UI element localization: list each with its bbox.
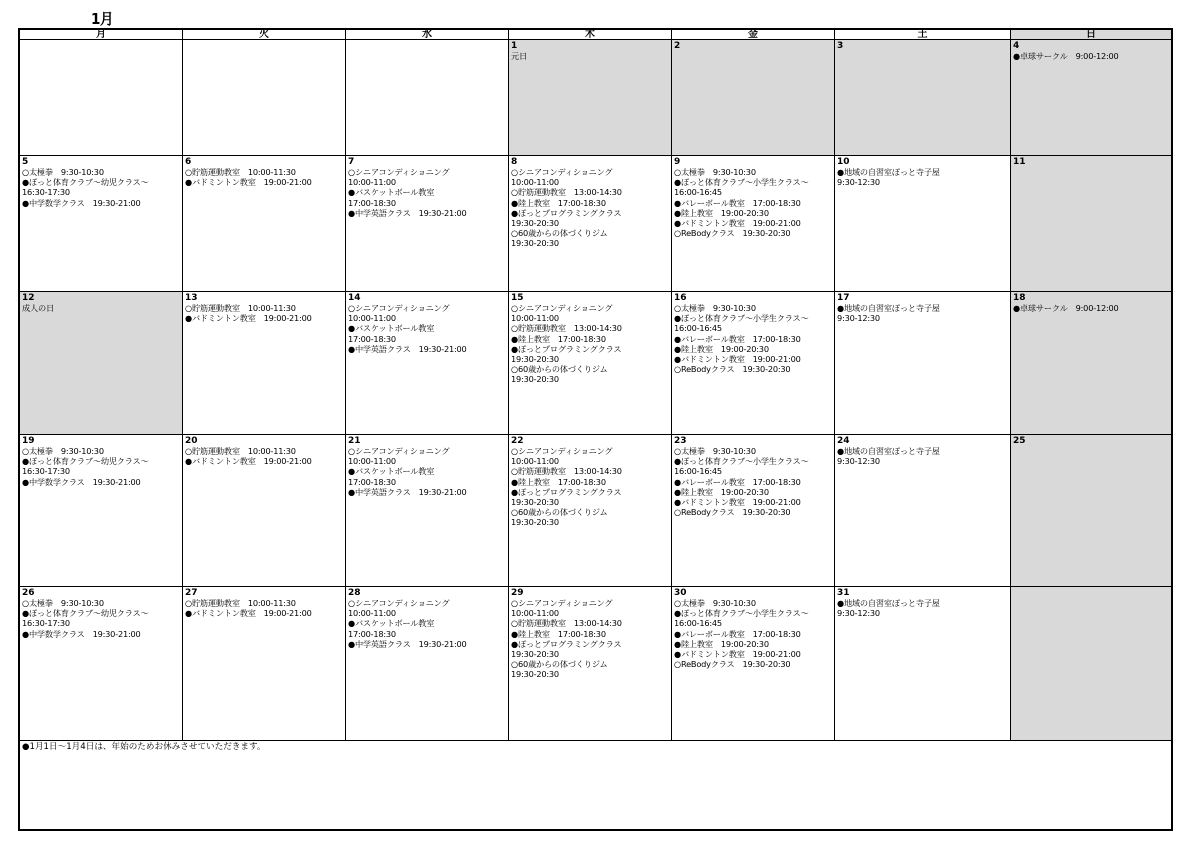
event-line: ●ぽっと体育クラブ～幼児クラス～ [22,456,149,467]
event-line: ○ReBodyクラス 19:30-20:30 [674,659,791,670]
day-cell [835,40,1011,156]
event-line: 19:30-20:30 [511,238,559,249]
day-number: 21 [348,436,361,446]
event-line: ○60歳からの体づくりジム [511,507,608,518]
event-line: 16:00-16:45 [674,466,722,477]
event-line: ●卓球サークル 9:00-12:00 [1013,303,1119,313]
event-line: ○貯筋運動教室 10:00-11:30 [185,446,296,456]
day-cell [20,587,183,741]
event-line: 10:00-11:00 [511,456,559,467]
day-cell [1011,435,1171,587]
calendar-grid [18,28,1173,831]
day-number: 2 [674,41,681,51]
weekday-header-thu: 木 [509,30,672,39]
day-number: 22 [511,436,524,446]
event-line: 16:30-17:30 [22,187,70,198]
event-line: ○シニアコンディショニング [348,446,450,456]
day-cell [346,587,509,741]
day-cell [183,156,346,292]
event-line: 9:30-12:30 [837,177,880,188]
day-number: 19 [22,436,35,446]
event-line: ●地域の自習室ぽっと寺子屋 [837,598,940,608]
event-line: ○シニアコンディショニング [511,598,613,608]
event-line: ●中学数学クラス 19:30-21:00 [22,197,141,208]
event-line: ●バスケットボール教室 [348,323,435,334]
day-cell [509,292,672,435]
event-line: 10:00-11:00 [511,608,559,619]
event-line: ●バドミントン教室 19:00-21:00 [674,354,801,365]
event-line: ●ぽっと体育クラブ～小学生クラス～ [674,177,809,188]
day-number: 3 [837,41,844,51]
event-line: ●バドミントン教室 19:00-21:00 [185,313,312,324]
event-line: ●バレーボール教室 17:00-18:30 [674,197,801,208]
day-number: 12 [22,293,35,303]
event-line: 19:30-20:30 [511,218,559,229]
day-number: 17 [837,293,850,303]
event-line: 10:00-11:00 [348,177,396,188]
event-line: ●バドミントン教室 19:00-21:00 [674,649,801,660]
day-cell [183,435,346,587]
day-cell [20,40,183,156]
closure-note: ●1月1日～1月4日は、年始のためお休みさせていただきます。 [22,742,266,752]
day-number: 31 [837,588,850,598]
event-line: ○貯筋運動教室 13:00-14:30 [511,323,622,334]
event-line: 16:00-16:45 [674,187,722,198]
event-line: ●陸上教室 17:00-18:30 [511,197,606,208]
day-cell [509,587,672,741]
event-line: ○60歳からの体づくりジム [511,228,608,239]
day-number: 16 [674,293,687,303]
event-line: ●中学数学クラス 19:30-21:00 [22,476,141,487]
day-cell [672,156,835,292]
day-number: 11 [1013,157,1026,167]
event-line: ●卓球サークル 9:00-12:00 [1013,51,1119,61]
weekday-header-wed: 水 [346,30,509,39]
event-line: ●バスケットボール教室 [348,466,435,477]
event-line: ●陸上教室 19:00-20:30 [674,343,769,354]
day-number: 18 [1013,293,1026,303]
event-line: 16:30-17:30 [22,618,70,629]
event-line: ●バレーボール教室 17:00-18:30 [674,476,801,487]
event-line: ○貯筋運動教室 10:00-11:30 [185,167,296,177]
event-line: 17:00-18:30 [348,333,396,344]
event-line: ○貯筋運動教室 13:00-14:30 [511,187,622,198]
event-line: ●バドミントン教室 19:00-21:00 [185,608,312,619]
day-cell [835,156,1011,292]
day-cell [346,40,509,156]
event-line: ○60歳からの体づくりジム [511,659,608,670]
day-cell [672,435,835,587]
day-cell [346,435,509,587]
weekday-header-sat: 土 [835,30,1011,39]
day-cell [1011,292,1171,435]
event-line: ○シニアコンディショニング [348,303,450,313]
day-number: 6 [185,157,192,167]
day-cell [1011,40,1171,156]
event-line: 成人の日 [22,303,54,313]
event-line: ●中学数学クラス 19:30-21:00 [22,628,141,639]
event-line: ○シニアコンディショニング [511,303,613,313]
event-line: 19:30-20:30 [511,497,559,508]
weekday-header-mon: 月 [20,30,183,39]
weekday-header-sun: 日 [1011,30,1171,39]
day-number: 7 [348,157,355,167]
event-line: 9:30-12:30 [837,608,880,619]
weekday-header-tue: 火 [183,30,346,39]
event-line: ●バレーボール教室 17:00-18:30 [674,628,801,639]
event-line: ○太極拳 9:30-10:30 [674,167,756,177]
day-cell [1011,587,1171,741]
event-line: 19:30-20:30 [511,517,559,528]
event-line: 9:30-12:30 [837,313,880,324]
event-line: 16:00-16:45 [674,323,722,334]
day-number: 9 [674,157,681,167]
event-line: ○貯筋運動教室 10:00-11:30 [185,303,296,313]
event-line: 9:30-12:30 [837,456,880,467]
event-line: ●中学英語クラス 19:30-21:00 [348,486,467,497]
event-line: ○シニアコンディショニング [348,598,450,608]
event-line: 17:00-18:30 [348,197,396,208]
day-cell [509,156,672,292]
event-line: ●陸上教室 19:00-20:30 [674,486,769,497]
event-line: ●中学英語クラス 19:30-21:00 [348,343,467,354]
day-cell [183,40,346,156]
day-number: 10 [837,157,850,167]
day-number: 27 [185,588,198,598]
day-cell [509,435,672,587]
day-cell [835,435,1011,587]
day-number: 15 [511,293,524,303]
day-cell [183,292,346,435]
event-line: ●バドミントン教室 19:00-21:00 [185,177,312,188]
day-number: 8 [511,157,518,167]
event-line: ●バスケットボール教室 [348,187,435,198]
day-number: 23 [674,436,687,446]
event-line: 16:00-16:45 [674,618,722,629]
event-line: ○ReBodyクラス 19:30-20:30 [674,364,791,375]
event-line: ○貯筋運動教室 13:00-14:30 [511,618,622,629]
event-line: ●ぽっとプログラミングクラス [511,343,622,354]
event-line: ●ぽっとプログラミングクラス [511,638,622,649]
event-line: ●陸上教室 19:00-20:30 [674,638,769,649]
day-cell [20,292,183,435]
day-cell [835,587,1011,741]
day-number: 1 [511,41,518,51]
event-line: 17:00-18:30 [348,628,396,639]
event-line: ○太極拳 9:30-10:30 [674,598,756,608]
day-number: 28 [348,588,361,598]
event-line: 10:00-11:00 [348,456,396,467]
day-cell [835,292,1011,435]
event-line: 17:00-18:30 [348,476,396,487]
event-line: ○太極拳 9:30-10:30 [674,446,756,456]
day-number: 26 [22,588,35,598]
day-cell [20,156,183,292]
event-line: ●ぽっとプログラミングクラス [511,486,622,497]
day-number: 25 [1013,436,1026,446]
event-line: ○太極拳 9:30-10:30 [22,446,104,456]
event-line: 10:00-11:00 [348,608,396,619]
event-line: ●地域の自習室ぽっと寺子屋 [837,303,940,313]
day-cell [346,292,509,435]
event-line: 10:00-11:00 [511,313,559,324]
event-line: ●中学英語クラス 19:30-21:00 [348,207,467,218]
event-line: 19:30-20:30 [511,669,559,680]
weekday-header-row [20,30,1171,40]
event-line: ●ぽっと体育クラブ～小学生クラス～ [674,313,809,324]
event-line: ●陸上教室 17:00-18:30 [511,476,606,487]
day-cell [509,40,672,156]
day-number: 5 [22,157,29,167]
day-cell [672,40,835,156]
weekday-header-fri: 金 [672,30,835,39]
event-line: ○貯筋運動教室 10:00-11:30 [185,598,296,608]
event-line: ○太極拳 9:30-10:30 [674,303,756,313]
event-line: ●ぽっとプログラミングクラス [511,207,622,218]
event-line: ○ReBodyクラス 19:30-20:30 [674,228,791,239]
event-line: ●バドミントン教室 19:00-21:00 [674,497,801,508]
event-line: ●中学英語クラス 19:30-21:00 [348,638,467,649]
day-cell [20,435,183,587]
day-cell [672,292,835,435]
day-number: 29 [511,588,524,598]
event-line: ●ぽっと体育クラブ～幼児クラス～ [22,177,149,188]
event-line: 10:00-11:00 [511,177,559,188]
event-line: ●地域の自習室ぽっと寺子屋 [837,167,940,177]
day-cell [183,587,346,741]
event-line: 19:30-20:30 [511,374,559,385]
event-line: ●バレーボール教室 17:00-18:30 [674,333,801,344]
day-cell [346,156,509,292]
event-line: ○ReBodyクラス 19:30-20:30 [674,507,791,518]
event-line: ●陸上教室 17:00-18:30 [511,333,606,344]
day-cell [672,587,835,741]
event-line: ○貯筋運動教室 13:00-14:30 [511,466,622,477]
day-cell [1011,156,1171,292]
day-number: 30 [674,588,687,598]
event-line: 16:30-17:30 [22,466,70,477]
event-line: 19:30-20:30 [511,649,559,660]
day-number: 14 [348,293,361,303]
month-title: 1月 [91,10,113,28]
event-line: ●バスケットボール教室 [348,618,435,629]
event-line: 19:30-20:30 [511,354,559,365]
event-line: ○60歳からの体づくりジム [511,364,608,375]
event-line: ●ぽっと体育クラブ～小学生クラス～ [674,608,809,619]
event-line: ○シニアコンディショニング [511,167,613,177]
event-line: ○シニアコンディショニング [511,446,613,456]
day-number: 4 [1013,41,1020,51]
event-line: 元日 [511,51,527,61]
event-line: 10:00-11:00 [348,313,396,324]
event-line: ○太極拳 9:30-10:30 [22,167,104,177]
event-line: ●地域の自習室ぽっと寺子屋 [837,446,940,456]
day-number: 13 [185,293,198,303]
day-number: 20 [185,436,198,446]
day-number: 24 [837,436,850,446]
event-line: ●ぽっと体育クラブ～幼児クラス～ [22,608,149,619]
event-line: ●バドミントン教室 19:00-21:00 [185,456,312,467]
event-line: ●陸上教室 17:00-18:30 [511,628,606,639]
event-line: ●バドミントン教室 19:00-21:00 [674,218,801,229]
event-line: ●ぽっと体育クラブ～小学生クラス～ [674,456,809,467]
event-line: ○シニアコンディショニング [348,167,450,177]
event-line: ●陸上教室 19:00-20:30 [674,207,769,218]
event-line: ○太極拳 9:30-10:30 [22,598,104,608]
